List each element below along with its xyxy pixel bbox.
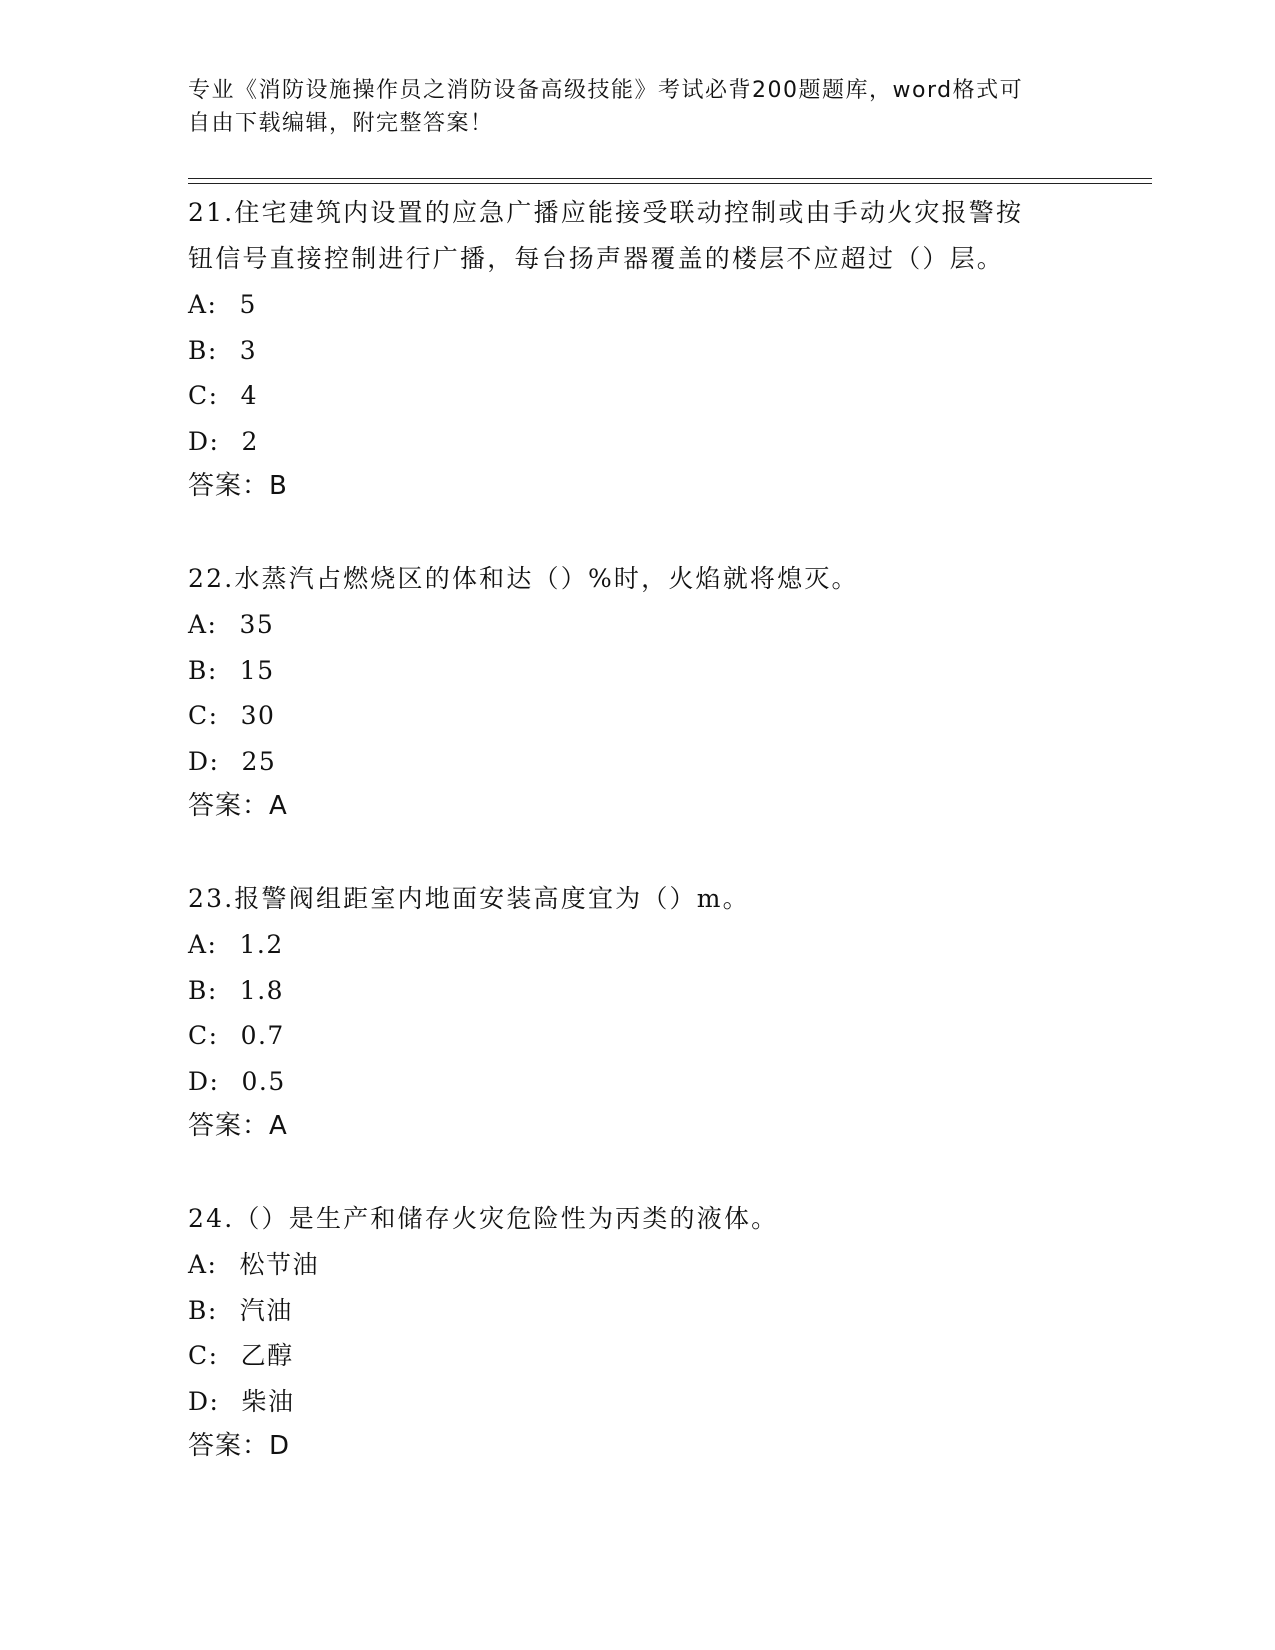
- question-23: [188, 876, 1088, 1149]
- option-d: [188, 419, 1088, 465]
- option-c: [188, 1013, 1088, 1059]
- option-a: [188, 602, 1088, 648]
- answer-line: 答案：A: [188, 1111, 288, 1141]
- question-21: [188, 190, 1088, 509]
- option-b: [188, 648, 1088, 694]
- question-text: [188, 190, 1088, 282]
- option-value: 5: [239, 290, 257, 319]
- option-letter: C:: [188, 1021, 219, 1050]
- option-d: [188, 1059, 1088, 1105]
- option-letter: C:: [188, 1341, 219, 1370]
- option-letter: B:: [188, 1295, 218, 1325]
- option-letter: B:: [188, 335, 218, 365]
- option-letter: B:: [188, 655, 218, 685]
- option-letter: A:: [188, 1250, 218, 1279]
- option-value: 25: [241, 746, 277, 776]
- option-letter: C:: [188, 701, 219, 730]
- option-letter: D:: [188, 1066, 220, 1096]
- answer-line: 答案：D: [188, 1431, 291, 1461]
- option-c: [188, 1333, 1088, 1379]
- option-letter: D:: [188, 746, 220, 776]
- option-d: [188, 1379, 1088, 1425]
- option-value: 0.5: [241, 1066, 286, 1096]
- question-22: [188, 556, 1088, 829]
- option-b: [188, 1288, 1088, 1334]
- question-text: 23.报警阀组距室内地面安装高度宜为（）m。: [188, 884, 750, 913]
- option-letter: C:: [188, 381, 219, 410]
- question-text: 22.水蒸汽占燃烧区的体和达（）%时，火焰就将熄灭。: [188, 564, 859, 593]
- option-value: 1.2: [239, 930, 284, 959]
- option-a: [188, 922, 1088, 968]
- option-value: 35: [239, 610, 275, 639]
- document-header: [188, 74, 1088, 140]
- option-value: 4: [240, 381, 258, 410]
- question-list: [188, 190, 1088, 1516]
- header-divider-bottom: [188, 183, 1152, 184]
- header-divider-top: [188, 178, 1152, 179]
- option-value: 汽油: [239, 1295, 293, 1325]
- header-line-2: 自由下载编辑，附完整答案！: [188, 111, 494, 136]
- option-value: 松节油: [239, 1250, 319, 1279]
- option-d: [188, 739, 1088, 785]
- option-letter: A:: [188, 610, 218, 639]
- question-text-line-1: 21.住宅建筑内设置的应急广播应能接受联动控制或由手动火灾报警按: [188, 198, 1024, 227]
- option-value: 30: [240, 701, 276, 730]
- option-a: [188, 1242, 1088, 1288]
- option-value: 15: [239, 655, 275, 685]
- option-value: 2: [241, 426, 259, 456]
- header-line-1: 专业《消防设施操作员之消防设备高级技能》考试必背200题题库，word格式可: [188, 78, 1024, 103]
- option-c: [188, 373, 1088, 419]
- option-value: 柴油: [241, 1386, 295, 1416]
- option-letter: D:: [188, 426, 220, 456]
- question-text: 24.（）是生产和储存火灾危险性为丙类的液体。: [188, 1204, 779, 1233]
- option-b: [188, 968, 1088, 1014]
- answer-line: 答案：A: [188, 791, 288, 821]
- option-letter: A:: [188, 290, 218, 319]
- option-letter: D:: [188, 1386, 220, 1416]
- answer-line: 答案：B: [188, 471, 288, 501]
- option-value: 3: [239, 335, 258, 365]
- option-b: [188, 328, 1088, 374]
- question-text-line-2: 钮信号直接控制进行广播，每台扬声器覆盖的楼层不应超过（）层。: [188, 244, 1005, 273]
- option-value: 0.7: [240, 1021, 285, 1050]
- option-value: 乙醇: [240, 1341, 294, 1370]
- option-value: 1.8: [239, 975, 285, 1005]
- option-letter: B:: [188, 975, 218, 1005]
- option-a: [188, 282, 1088, 328]
- option-c: [188, 693, 1088, 739]
- question-24: [188, 1196, 1088, 1469]
- option-letter: A:: [188, 930, 218, 959]
